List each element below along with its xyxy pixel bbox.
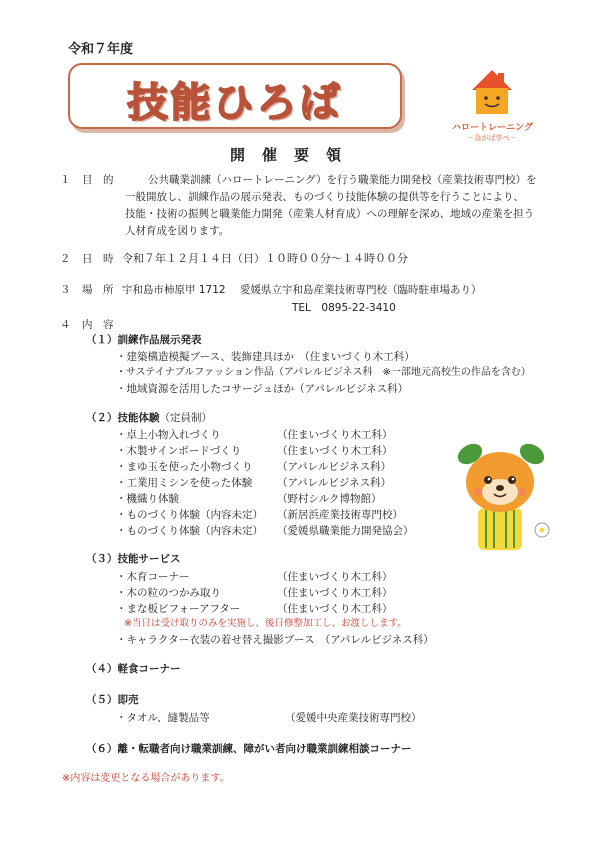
sub2-title: （２）技能体験 — [86, 412, 160, 424]
mascot-house-icon — [452, 68, 532, 116]
sub2-item-name: ・工業用ミシンを使った体験 — [116, 477, 253, 489]
s3-venue: 愛媛県立宇和島産業技術専門校（臨時駐車場あり） — [240, 284, 482, 296]
sub6-title: （６）離・転職者向け職業訓練、障がい者向け職業訓練相談コーナー — [86, 743, 412, 755]
sub5-item: ・タオル、縫製品等 — [116, 712, 210, 724]
title-banner — [68, 63, 402, 129]
s2-number: ２ — [60, 253, 71, 265]
sub1-item-1: ・建築構造模擬ブース、装飾建具ほか （住まいづくり木工科） — [116, 351, 415, 363]
sub2-item-org: （住まいづくり木工科） — [277, 429, 393, 441]
year-label: 令和７年度 — [68, 42, 134, 57]
section-title: 開 催 要 領 — [230, 146, 343, 164]
sub5-org: （愛媛中央産業技術専門校） — [285, 712, 422, 724]
sub3-item-org: （住まいづくり木工科） — [277, 571, 393, 583]
sub2-item-name: ・卓上小物入れづくり — [116, 429, 221, 441]
sub3-item-name: ・木の粒のつかみ取り — [116, 587, 221, 599]
s3-label: 場 所 — [82, 284, 114, 296]
sub1-title: （１）訓練作品展示発表 — [86, 334, 202, 346]
sub3-item-org: （住まいづくり木工科） — [277, 603, 393, 615]
sub2-item-org: （新居浜産業技術専門校） — [277, 509, 403, 521]
hello-training-logo — [452, 68, 533, 142]
sub2-item-org: （アパレルビジネス科） — [277, 477, 392, 489]
sub3-title: （３）技能サービス — [86, 553, 181, 565]
sub3-extra: ・キャラクター衣装の着せ替え撮影ブース （アパレルビジネス科） — [116, 634, 434, 646]
sub3-note: ※当日は受け取りのみを実施し、後日修整加工し、お渡しします。 — [124, 618, 407, 629]
mascot-character — [448, 436, 556, 556]
sub2-item-name: ・ものづくり体験（内容未定） — [116, 509, 263, 521]
s1-line-3: 技能・技術の振興と職業能力開発（産業人材育成）への理解を深め、地域の産業を担う — [125, 208, 535, 220]
footer-note: ※内容は変更となる場合があります。 — [62, 773, 230, 784]
sub2-item-name: ・ものづくり体験（内容未定） — [116, 525, 263, 537]
s4-number: ４ — [60, 319, 71, 331]
s3-address: 宇和島市柿原甲 1712 — [122, 284, 226, 296]
sub2-item-name: ・木製サインボードづくり — [116, 445, 242, 457]
s4-label: 内 容 — [82, 319, 114, 331]
logo-subtitle: －急がば学べ－ — [467, 134, 517, 142]
s1-line-1: 公共職業訓練（ハロートレーニング）を行う職業能力開発校（産業技術専門校）を — [148, 174, 537, 186]
sub2-item-name: ・機織り体験 — [116, 493, 179, 505]
sub1-item-2: ・サステイナブルファッション作品（アパレルビジネス科 ※一部地元高校生の作品を含む） — [116, 367, 531, 378]
s1-number: １ — [60, 174, 71, 186]
sub2-title-note: （定員制） — [159, 412, 212, 424]
s1-label: 目 的 — [82, 174, 114, 186]
s2-label: 日 時 — [82, 253, 114, 265]
sub3-item-org: （住まいづくり木工科） — [277, 587, 393, 599]
sub2-item-org: （愛媛県職業能力開発協会） — [277, 525, 414, 537]
sub2-item-name: ・まゆ玉を使った小物づくり — [116, 461, 253, 473]
sub4-title: （４）軽食コーナー — [86, 663, 181, 675]
s1-line-4: 人材育成を図ります。 — [125, 225, 230, 237]
s3-tel: TEL 0895-22-3410 — [292, 302, 396, 314]
mascot-orange-dog-icon — [448, 436, 556, 556]
sub3-item-name: ・木育コーナー — [116, 571, 190, 583]
logo-label: ハロートレーニング — [452, 123, 533, 133]
sub2-item-org: （住まいづくり木工科） — [277, 445, 393, 457]
sub2-item-org: （アパレルビジネス科） — [277, 461, 392, 473]
sub2-heading — [86, 411, 212, 425]
sub1-item-3: ・地域資源を活用したコサージュほか（アパレルビジネス科） — [116, 383, 409, 395]
sub2-item-org: （野村シルク博物館） — [277, 493, 382, 505]
s1-line-2: 一般開放し、訓練作品の展示発表、ものづくり技能体験の提供等を行うことにより、 — [125, 191, 524, 203]
s2-datetime: 令和７年１２月１４日（日）１０時００分～１４時００分 — [122, 252, 408, 265]
sub3-item-name: ・まな板ビフォーアフター — [116, 603, 241, 615]
page-title: 技能ひろば — [127, 80, 343, 126]
sub5-title: （５）即売 — [86, 694, 139, 706]
s3-number: ３ — [60, 284, 71, 296]
